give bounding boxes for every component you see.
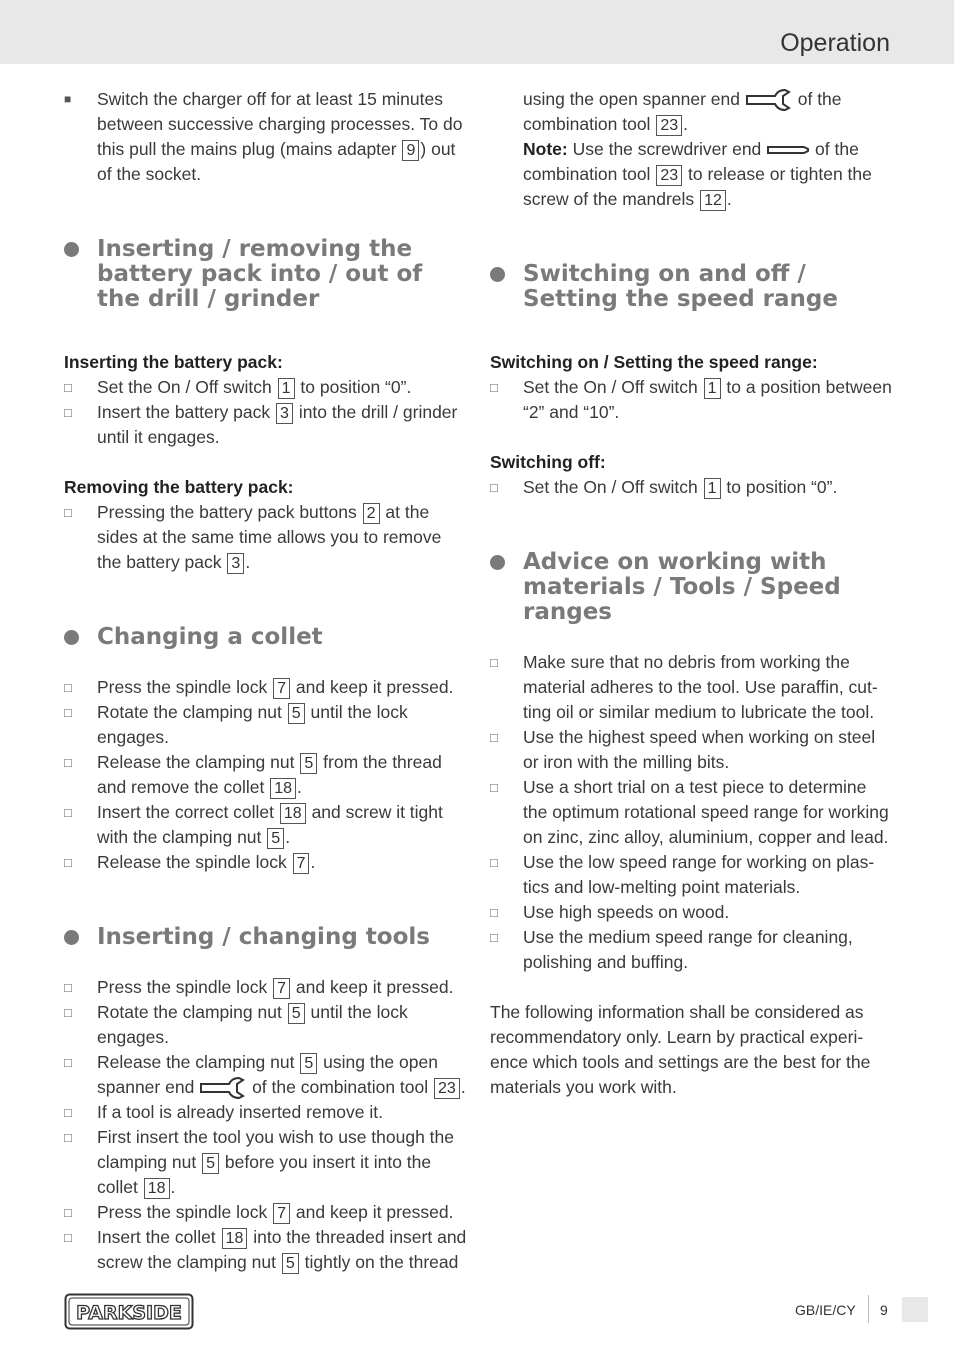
checkbox-bullet-icon [490, 650, 508, 675]
ref-number: 7 [273, 1203, 290, 1224]
left-column [64, 87, 468, 1275]
list-item: □ Press the spindle lock 7 and keep it pressed. [64, 675, 468, 700]
ref-number: 1 [704, 378, 721, 399]
ref-number: 18 [144, 1178, 170, 1199]
ref-number: 5 [288, 703, 305, 724]
checkbox-bullet-icon [64, 1000, 82, 1025]
ref-number: 23 [656, 115, 682, 136]
list-item: □ Rotate the clamping nut 5 until the lock engages. [64, 700, 468, 750]
list-item: □ Set the On / Off switch 1 to position “0”. [64, 375, 468, 400]
ref-number: 5 [300, 1053, 317, 1074]
open-spanner-icon [199, 1077, 247, 1099]
screwdriver-end-icon [766, 143, 810, 157]
square-bullet-icon [64, 87, 82, 112]
open-spanner-icon [745, 89, 793, 111]
checkbox-bullet-icon [490, 850, 508, 875]
circle-dot-icon [64, 242, 79, 257]
section-heading-collet: Changing a collet [64, 625, 468, 650]
checkbox-bullet-icon [64, 1100, 82, 1125]
ref-number: 7 [293, 853, 310, 874]
list-item: □ If a tool is already inserted remove it. [64, 1100, 468, 1125]
list-item: □ Pressing the battery pack buttons 2 at the sides at the same time allows you to remove the battery pack 3 . [64, 500, 468, 575]
list-item: □ Insert the collet 18 into the threaded insert and screw the clamping nut 5 tightly on the thread [64, 1225, 468, 1275]
checkbox-bullet-icon [64, 1200, 82, 1225]
locale-label: GB/IE/CY [795, 1302, 856, 1318]
list-item: □ Press the spindle lock 7 and keep it pressed. [64, 1200, 468, 1225]
circle-dot-icon [64, 930, 79, 945]
ref-number: 5 [267, 828, 284, 849]
ref-number: 2 [363, 503, 380, 524]
page-number: 9 [880, 1302, 888, 1318]
list-item: □ Make sure that no debris from working the material adheres to the tool. Use paraffin, cut-ting oil or similar medium to lubricate the tool. [490, 650, 894, 725]
ref-number: 9 [402, 140, 419, 161]
ref-number: 3 [227, 553, 244, 574]
parkside-logo [64, 1293, 194, 1330]
section-heading-switching: Switching on and off / Setting the speed range [490, 262, 894, 312]
checkbox-bullet-icon [490, 900, 508, 925]
ref-number: 1 [278, 378, 295, 399]
page-title: Operation [780, 29, 890, 57]
checkbox-bullet-icon [490, 475, 508, 500]
list-item: □ Insert the correct collet 18 and screw it tight with the clamping nut 5 . [64, 800, 468, 850]
list-item: □ Rotate the clamping nut 5 until the lock engages. [64, 1000, 468, 1050]
list-item: □ Use high speeds on wood. [490, 900, 894, 925]
list-item: □ Set the On / Off switch 1 to a position between “2” and “10”. [490, 375, 894, 425]
list-item: □ Use the highest speed when working on steel or iron with the milling bits. [490, 725, 894, 775]
ref-number: 7 [273, 978, 290, 999]
checkbox-bullet-icon [490, 725, 508, 750]
list-item: □ Use the medium speed range for cleaning, polishing and buffing. [490, 925, 894, 975]
list-item: □ Use the low speed range for working on plas-tics and low-melting point materials. [490, 850, 894, 900]
ref-number: 5 [300, 753, 317, 774]
ref-number: 5 [288, 1003, 305, 1024]
checkbox-bullet-icon [64, 750, 82, 775]
page-tab-marker [902, 1297, 928, 1322]
ref-number: 5 [202, 1153, 219, 1174]
checkbox-bullet-icon [64, 400, 82, 425]
circle-dot-icon [490, 555, 505, 570]
ref-number: 23 [656, 165, 682, 186]
subheading: Switching on / Setting the speed range: [490, 352, 818, 372]
list-item: □ First insert the tool you wish to use though the clamping nut 5 before you insert it into the collet 18 . [64, 1125, 468, 1200]
checkbox-bullet-icon [64, 500, 82, 525]
checkbox-bullet-icon [64, 1050, 82, 1075]
list-item: □ Insert the battery pack 3 into the drill / grinder until it engages. [64, 400, 468, 450]
checkbox-bullet-icon [64, 975, 82, 1000]
ref-number: 5 [282, 1253, 299, 1274]
list-item: □ Release the clamping nut 5 from the thread and remove the collet 18 . [64, 750, 468, 800]
section-heading-advice: Advice on working with materials / Tools / Speed ranges [490, 550, 894, 625]
list-item: □ Press the spindle lock 7 and keep it pressed. [64, 975, 468, 1000]
ref-number: 3 [276, 403, 293, 424]
subheading: Inserting the battery pack: [64, 352, 283, 372]
section-heading-tools: Inserting / changing tools [64, 925, 468, 950]
list-item: ■ Switch the charger off for at least 15 minutes between successive charging processes. To do this pull the mains plug (mains adapter 9 ) out of the socket. [64, 87, 468, 187]
list-item: □ Release the clamping nut 5 using the open spanner end of the combination tool 23 . [64, 1050, 468, 1100]
ref-number: 18 [222, 1228, 248, 1249]
circle-dot-icon [490, 267, 505, 282]
right-column [490, 87, 894, 1100]
continued-text: using the open spanner end of the combination tool 23 . Note: Use the screwdriver end of the combination tool 23 to release or tighten the screw of the mandrels 12 . [523, 89, 872, 209]
ref-number: 12 [700, 190, 726, 211]
subheading: Removing the battery pack: [64, 477, 294, 497]
logo-text: PARKSIDE [76, 1302, 182, 1324]
ref-number: 23 [434, 1078, 460, 1099]
list-item: □ Use a short trial on a test piece to determine the optimum rotational speed range for working on zinc, zinc alloy, aluminium, copper and lead. [490, 775, 894, 850]
advice-paragraph: The following information shall be considered as recommendatory only. Learn by practical experi-ence which tools and settings are the best for the materials you work with. [490, 1002, 871, 1097]
section-heading-battery: Inserting / removing the battery pack into / out of the drill / grinder [64, 237, 468, 312]
list-item: □ Set the On / Off switch 1 to position “0”. [490, 475, 894, 500]
ref-number: 1 [704, 478, 721, 499]
checkbox-bullet-icon [490, 375, 508, 400]
checkbox-bullet-icon [490, 925, 508, 950]
checkbox-bullet-icon [490, 775, 508, 800]
ref-number: 7 [273, 678, 290, 699]
checkbox-bullet-icon [64, 850, 82, 875]
ref-number: 18 [270, 778, 296, 799]
subheading: Switching off: [490, 452, 606, 472]
checkbox-bullet-icon [64, 1125, 82, 1150]
checkbox-bullet-icon [64, 700, 82, 725]
checkbox-bullet-icon [64, 675, 82, 700]
ref-number: 18 [280, 803, 306, 824]
list-item: □ Release the spindle lock 7 . [64, 850, 468, 875]
checkbox-bullet-icon [64, 375, 82, 400]
circle-dot-icon [64, 630, 79, 645]
checkbox-bullet-icon [64, 800, 82, 825]
footer-divider [868, 1295, 869, 1323]
checkbox-bullet-icon [64, 1225, 82, 1250]
